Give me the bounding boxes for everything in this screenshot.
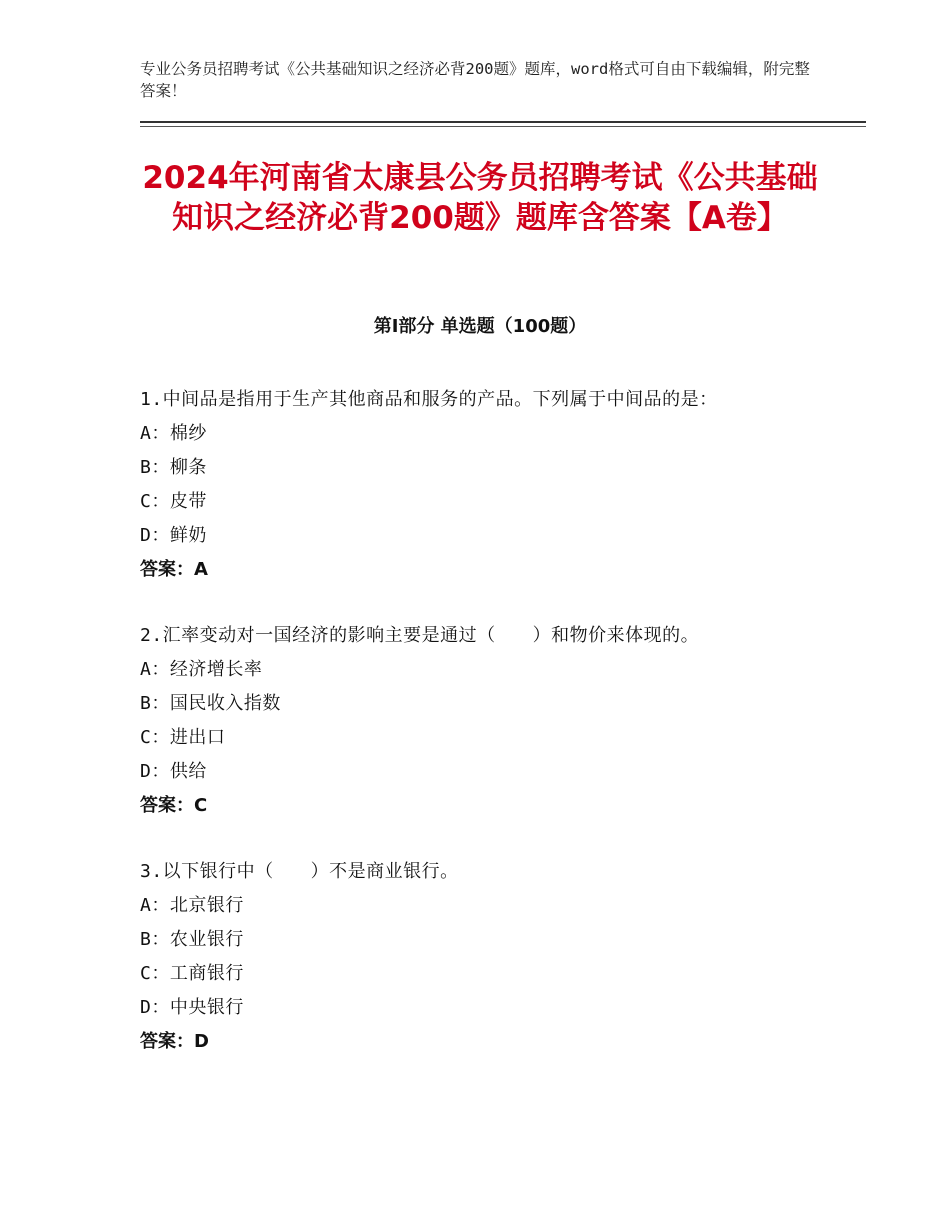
question-1 — [140, 383, 820, 587]
question-2 — [140, 619, 820, 823]
header-note: 专业公务员招聘考试《公共基础知识之经济必背200题》题库，word格式可自由下载编辑，附完整答案！ — [140, 60, 810, 100]
section-title: 第I部分 单选题（100题） — [373, 316, 587, 337]
document-title: 2024年河南省太康县公务员招聘考试《公共基础知识之经济必背200题》题库含答案【A卷】 — [142, 160, 818, 236]
option-b: B：农业银行 — [140, 929, 244, 950]
header-divider-thick — [140, 121, 866, 123]
question-stem: 3.以下银行中（ ）不是商业银行。 — [140, 861, 459, 882]
option-d: D：供给 — [140, 761, 207, 782]
question-stem: 1.中间品是指用于生产其他商品和服务的产品。下列属于中间品的是： — [140, 389, 718, 410]
question-stem: 2.汇率变动对一国经济的影响主要是通过（ ）和物价来体现的。 — [140, 625, 700, 646]
option-c: C：工商银行 — [140, 963, 244, 984]
option-c: C：皮带 — [140, 491, 207, 512]
answer-line: 答案：D — [140, 1031, 209, 1052]
answer-line: 答案：C — [140, 795, 208, 816]
option-a: A：经济增长率 — [140, 659, 263, 680]
option-b: B：柳条 — [140, 457, 207, 478]
option-c: C：进出口 — [140, 727, 226, 748]
option-b: B：国民收入指数 — [140, 693, 281, 714]
option-d: D：中央银行 — [140, 997, 244, 1018]
option-a: A：北京银行 — [140, 895, 244, 916]
option-d: D：鲜奶 — [140, 525, 207, 546]
answer-line: 答案：A — [140, 559, 208, 580]
header-divider-thin — [140, 126, 866, 127]
question-list — [140, 383, 820, 1091]
option-a: A：棉纱 — [140, 423, 207, 444]
question-3 — [140, 855, 820, 1059]
